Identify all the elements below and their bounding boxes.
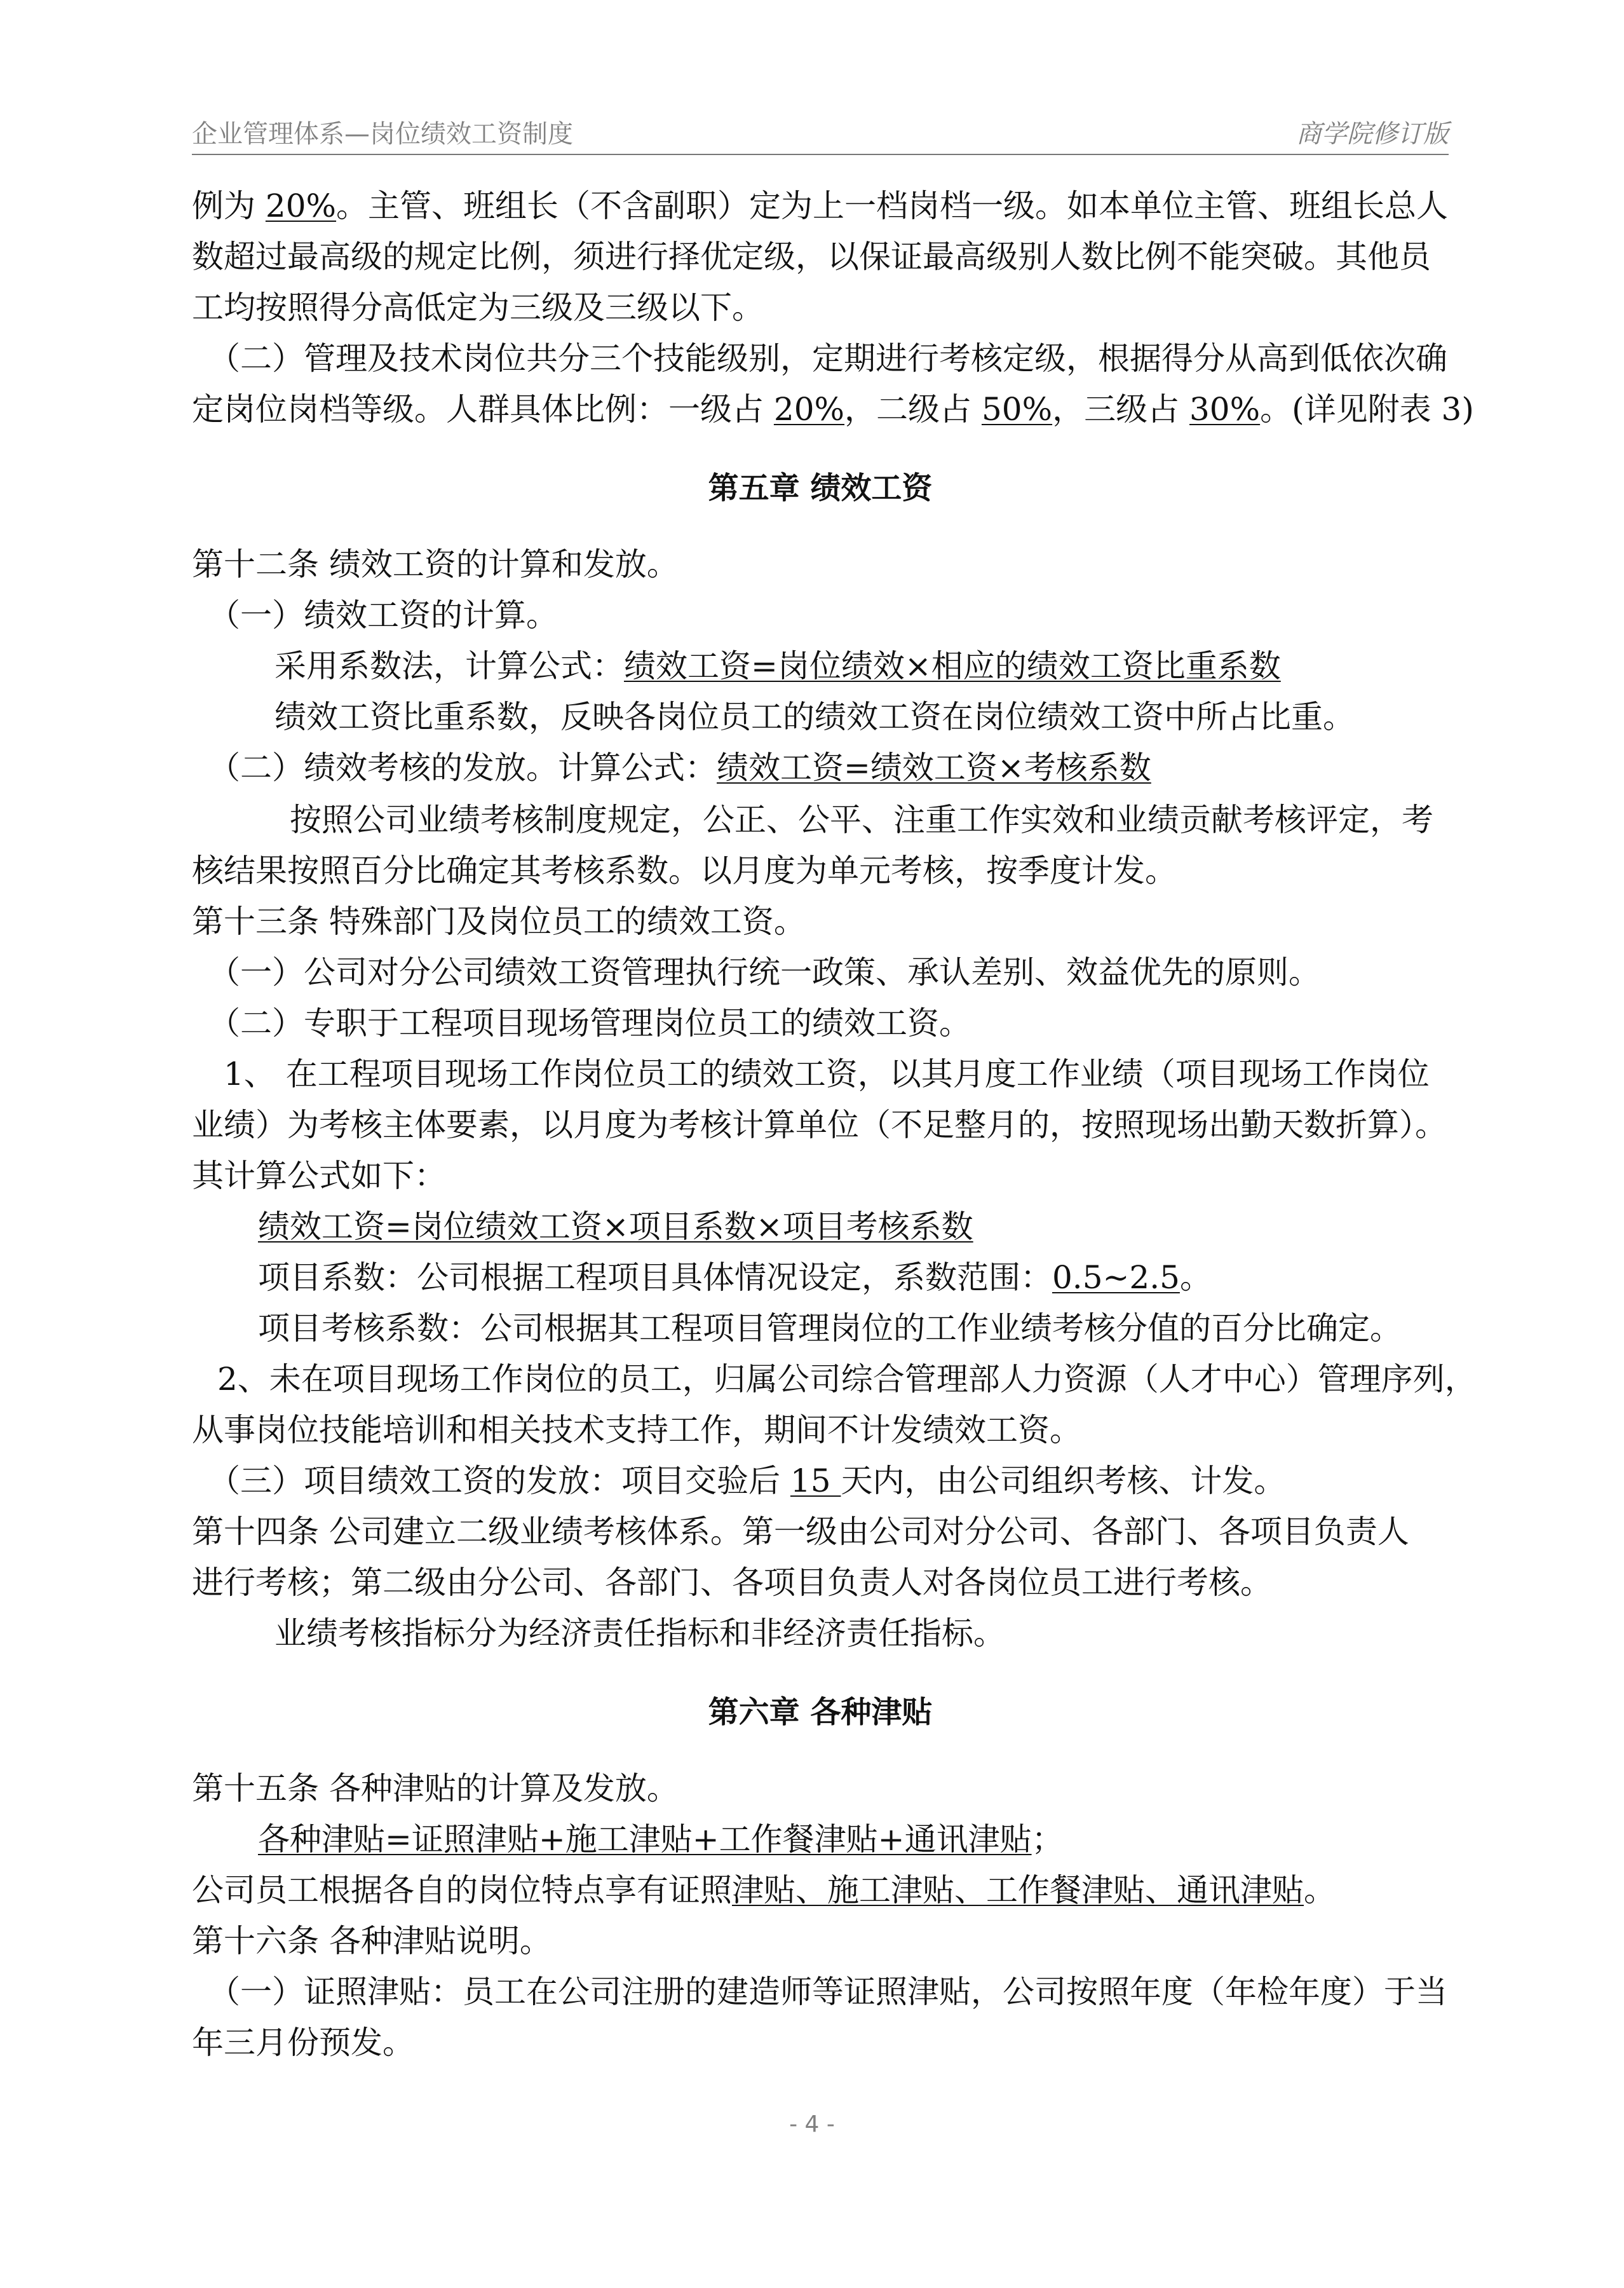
formula-line: （二）绩效考核的发放。计算公式：绩效工资=绩效工资×考核系数 <box>208 749 1151 786</box>
underlined-value: 0.5~2.5 <box>1052 1259 1180 1296</box>
formula: 绩效工资=绩效工资×考核系数 <box>717 749 1151 786</box>
underlined-value: 15 <box>790 1462 841 1499</box>
formula: 绩效工资=岗位绩效×相应的绩效工资比重系数 <box>624 648 1281 684</box>
paragraph-line: 2、未在项目现场工作岗位的员工，归属公司综合管理部人力资源（人才中心）管理序列， <box>217 1361 1477 1398</box>
paragraph-line: 其计算公式如下： <box>192 1157 446 1194</box>
paragraph-line: 核结果按照百分比确定其考核系数。以月度为单元考核，按季度计发。 <box>192 852 1177 889</box>
page-header <box>192 114 1449 155</box>
paragraph-line: （一）绩效工资的计算。 <box>208 597 558 634</box>
page-number: - 4 - <box>789 2111 835 2137</box>
paragraph-line: 项目考核系数：公司根据其工程项目管理岗位的工作业绩考核分值的百分比确定。 <box>258 1310 1402 1347</box>
paragraph-line: 按照公司业绩考核制度规定，公正、公平、注重工作实效和业绩贡献考核评定，考 <box>290 801 1433 838</box>
article-heading: 第十二条 绩效工资的计算和发放。 <box>192 546 679 583</box>
formula-line: 采用系数法，计算公式：绩效工资=岗位绩效×相应的绩效工资比重系数 <box>274 648 1281 684</box>
article-heading: 第十三条 特殊部门及岗位员工的绩效工资。 <box>192 903 806 940</box>
formula: 各种津贴=证照津贴+施工津贴+工作餐津贴+通讯津贴 <box>258 1821 1032 1858</box>
article-heading: 第十五条 各种津贴的计算及发放。 <box>192 1770 679 1807</box>
paragraph-line: 进行考核；第二级由分公司、各部门、各项目负责人对各岗位员工进行考核。 <box>192 1564 1272 1601</box>
paragraph-line: （一）证照津贴：员工在公司注册的建造师等证照津贴，公司按照年度（年检年度）于当 <box>208 1973 1447 2010</box>
chapter-heading: 第五章 绩效工资 <box>708 470 933 506</box>
paragraph-line: 业绩）为考核主体要素，以月度为考核计算单位（不足整月的，按照现场出勤天数折算）。 <box>192 1107 1447 1143</box>
paragraph-line: （三）项目绩效工资的发放：项目交验后 15 天内，由公司组织考核、计发。 <box>208 1462 1286 1499</box>
paragraph-line: （一）公司对分公司绩效工资管理执行统一政策、承认差别、效益优先的原则。 <box>208 954 1320 991</box>
underlined-value: 50% <box>981 391 1053 428</box>
article-heading: 第十六条 各种津贴说明。 <box>192 1923 551 1959</box>
paragraph-line: 工均按照得分高低定为三级及三级以下。 <box>192 289 764 326</box>
formula-line <box>192 1204 1449 1250</box>
paragraph-line: （二）管理及技术岗位共分三个技能级别，定期进行考核定级，根据得分从高到低依次确 <box>208 340 1447 377</box>
paragraph-line: （二）专职于工程项目现场管理岗位员工的绩效工资。 <box>208 1005 971 1042</box>
paragraph-line: 数超过最高级的规定比例，须进行择优定级，以保证最高级别人数比例不能突破。其他员 <box>192 238 1431 275</box>
paragraph-line: 公司员工根据各自的岗位特点享有证照津贴、施工津贴、工作餐津贴、通讯津贴。 <box>192 1872 1336 1909</box>
paragraph-line: 绩效工资比重系数，反映各岗位员工的绩效工资在岗位绩效工资中所占比重。 <box>274 698 1355 735</box>
underlined-value: 30% <box>1189 391 1261 428</box>
underlined-value: 20% <box>265 187 337 224</box>
chapter-heading: 第六章 各种津贴 <box>708 1694 933 1730</box>
underlined-value: 20% <box>773 391 845 428</box>
formula: 绩效工资=岗位绩效工资×项目系数×项目考核系数 <box>258 1208 973 1245</box>
header-edition: 商学院修订版 <box>1296 119 1449 149</box>
paragraph-line: 业绩考核指标分为经济责任指标和非经济责任指标。 <box>274 1615 1005 1652</box>
paragraph-line: 项目系数：公司根据工程项目具体情况设定，系数范围：0.5~2.5。 <box>258 1259 1212 1296</box>
paragraph-line: 从事岗位技能培训和相关技术支持工作，期间不计发绩效工资。 <box>192 1412 1081 1448</box>
underlined-value: 津贴、施工津贴、工作餐津贴、通讯津贴 <box>732 1872 1304 1909</box>
formula-line: 各种津贴=证照津贴+施工津贴+工作餐津贴+通讯津贴； <box>258 1821 1064 1858</box>
paragraph-line: 定岗位岗档等级。人群具体比例：一级占 20%，二级占 50%，三级占 30%。(详见附表 3) <box>192 391 1474 428</box>
paragraph-line: 年三月份预发。 <box>192 2024 414 2061</box>
header-title: 企业管理体系—岗位绩效工资制度 <box>192 119 573 149</box>
paragraph-line: 例为 20%。主管、班组长（不含副职）定为上一档岗档一级。如本单位主管、班组长总人 <box>192 187 1449 224</box>
article-heading: 第十四条 公司建立二级业绩考核体系。第一级由公司对分公司、各部门、各项目负责人 <box>192 1513 1409 1550</box>
paragraph-line: 1、 在工程项目现场工作岗位员工的绩效工资，以其月度工作业绩（项目现场工作岗位 <box>224 1056 1430 1093</box>
